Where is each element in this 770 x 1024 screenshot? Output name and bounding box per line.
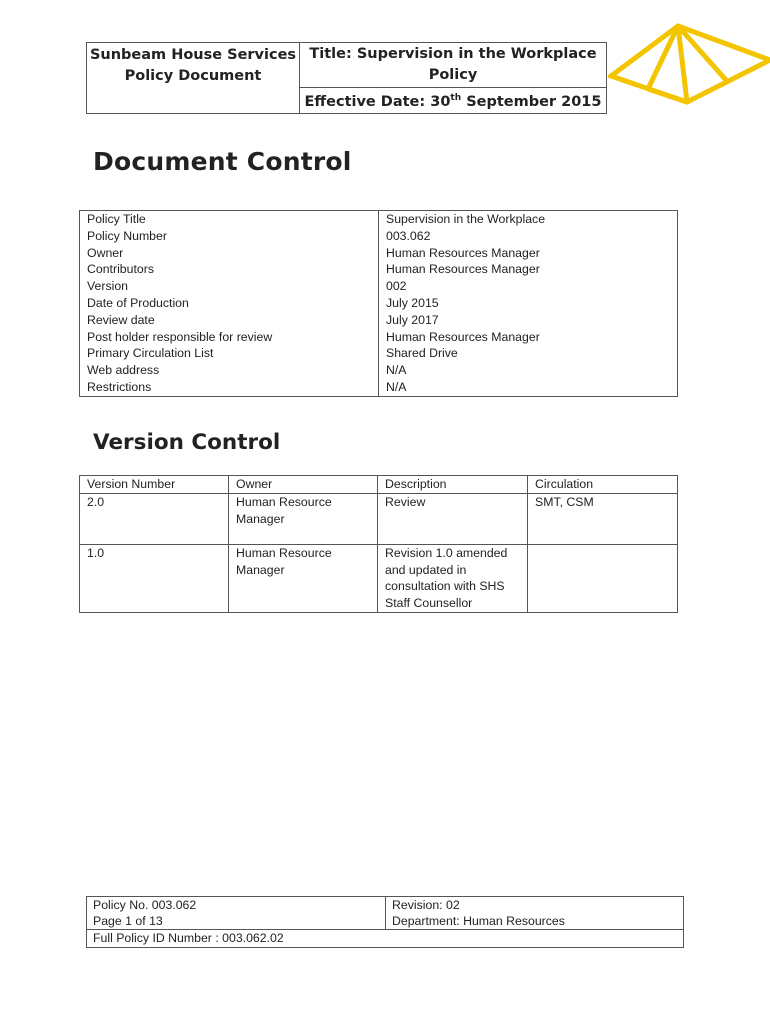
document-control-table bbox=[79, 210, 678, 397]
field-label: Contributors bbox=[80, 261, 379, 278]
footer-full-policy-id: Full Policy ID Number : 003.062.02 bbox=[87, 930, 684, 947]
description-line: Staff Counsellor bbox=[385, 596, 473, 611]
version-row bbox=[80, 544, 678, 612]
footer-department: Department: Human Resources bbox=[386, 913, 684, 930]
document-control-row bbox=[80, 211, 678, 228]
description-line: Review bbox=[385, 494, 426, 509]
effective-date-suffix: September 2015 bbox=[461, 93, 602, 110]
field-label: Policy Number bbox=[80, 228, 379, 245]
header-table bbox=[86, 42, 607, 114]
version-control-table bbox=[79, 475, 678, 613]
document-control-row bbox=[80, 228, 678, 245]
version-row bbox=[80, 493, 678, 544]
field-label: Primary Circulation List bbox=[80, 345, 379, 362]
field-value: Human Resources Manager bbox=[386, 329, 540, 344]
footer-page-number: Page 1 of 13 bbox=[87, 913, 386, 930]
field-value: Supervision in the Workplace bbox=[386, 212, 546, 226]
field-value: Human Resources Manager bbox=[386, 245, 540, 260]
document-control-heading: Document Control bbox=[93, 147, 352, 176]
title-cell bbox=[300, 43, 607, 88]
org-document-type: Policy Document bbox=[124, 68, 262, 84]
document-control-row bbox=[80, 329, 678, 346]
version-circulation: SMT, CSM bbox=[528, 493, 678, 544]
column-header-description: Description bbox=[378, 476, 528, 494]
field-value: July 2017 bbox=[386, 312, 439, 327]
field-value: Shared Drive bbox=[386, 346, 458, 361]
policy-title-line1: Title: Supervision in the Workplace bbox=[309, 46, 597, 62]
triangle-pyramid-logo bbox=[608, 22, 770, 108]
owner-line: Manager bbox=[236, 511, 285, 526]
footer-policy-number: Policy No. 003.062 bbox=[87, 897, 386, 914]
field-value: 003.062 bbox=[386, 228, 431, 243]
owner-line: Human Resource bbox=[236, 545, 332, 560]
footer-table bbox=[86, 896, 684, 948]
document-control-row bbox=[80, 261, 678, 278]
field-label: Version bbox=[80, 278, 379, 295]
field-label: Web address bbox=[80, 362, 379, 379]
policy-title-line2: Policy bbox=[428, 67, 478, 83]
column-header-owner: Owner bbox=[229, 476, 378, 494]
owner-line: Human Resource bbox=[236, 494, 332, 509]
document-control-row bbox=[80, 345, 678, 362]
field-value: N/A bbox=[386, 379, 407, 394]
field-value: 002 bbox=[386, 279, 407, 294]
effective-date-prefix: Effective Date: 30 bbox=[304, 93, 451, 110]
document-control-row bbox=[80, 278, 678, 295]
field-value: July 2015 bbox=[386, 295, 439, 310]
version-description bbox=[378, 544, 528, 612]
document-control-row bbox=[80, 245, 678, 262]
field-label: Date of Production bbox=[80, 295, 379, 312]
version-control-heading: Version Control bbox=[93, 430, 281, 455]
version-circulation bbox=[528, 544, 678, 612]
org-name: Sunbeam House Services bbox=[89, 47, 297, 63]
field-value: Human Resources Manager bbox=[386, 262, 540, 277]
description-line: and updated in bbox=[385, 562, 467, 577]
field-label: Policy Title bbox=[80, 211, 379, 228]
description-line: Revision 1.0 amended bbox=[385, 545, 508, 560]
document-control-row bbox=[80, 362, 678, 379]
org-cell bbox=[87, 43, 300, 114]
field-label: Restrictions bbox=[80, 379, 379, 396]
version-description bbox=[378, 493, 528, 544]
field-label: Owner bbox=[80, 245, 379, 262]
field-value: N/A bbox=[386, 363, 407, 378]
document-control-row bbox=[80, 379, 678, 396]
column-header-circulation: Circulation bbox=[528, 476, 678, 494]
field-label: Review date bbox=[80, 312, 379, 329]
column-header-version: Version Number bbox=[80, 476, 229, 494]
description-line: consultation with SHS bbox=[385, 579, 505, 594]
owner-line: Manager bbox=[236, 562, 285, 577]
version-owner bbox=[229, 493, 378, 544]
footer-revision: Revision: 02 bbox=[386, 897, 684, 914]
version-number: 1.0 bbox=[80, 544, 229, 612]
effective-date-ordinal: th bbox=[450, 93, 462, 103]
version-owner bbox=[229, 544, 378, 612]
document-control-row bbox=[80, 312, 678, 329]
document-control-row bbox=[80, 295, 678, 312]
field-label: Post holder responsible for review bbox=[80, 329, 379, 346]
effective-date bbox=[300, 88, 607, 114]
version-header-row bbox=[80, 476, 678, 494]
version-number: 2.0 bbox=[80, 493, 229, 544]
